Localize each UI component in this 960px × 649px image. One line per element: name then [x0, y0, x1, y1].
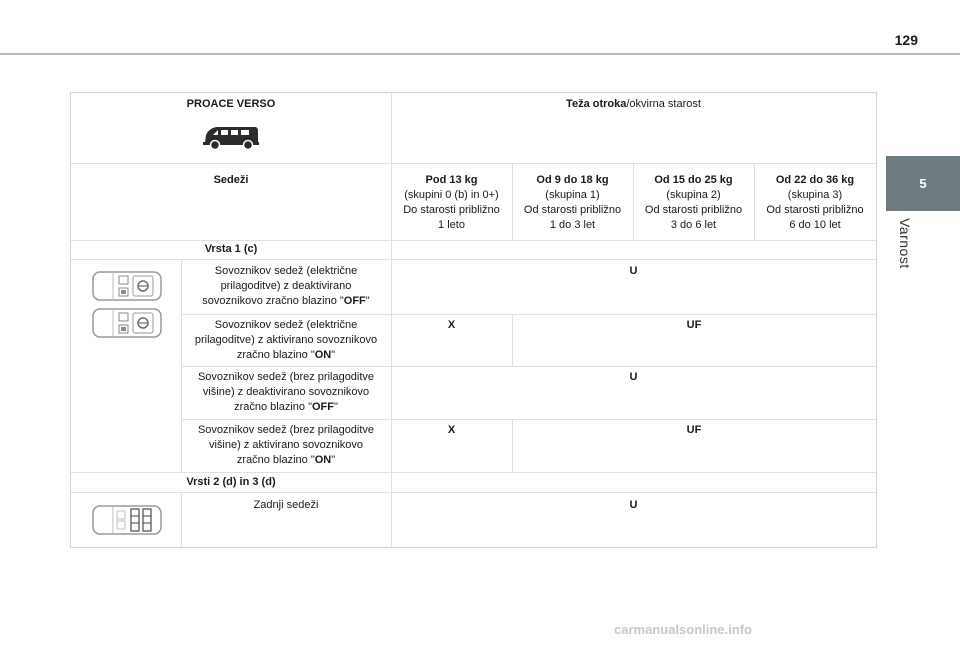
- airbag-state: ON: [314, 349, 332, 361]
- suitability-value: X: [447, 424, 456, 436]
- seat-description: [181, 423, 391, 468]
- seat-description-line: Sovoznikov sedež (brez prilagoditve: [197, 424, 375, 436]
- row-divider: [71, 240, 876, 241]
- row-divider: [71, 472, 876, 473]
- group-age: Do starosti približno: [403, 204, 500, 216]
- row-divider: [71, 492, 876, 493]
- suitability-value: U: [629, 499, 638, 511]
- rear-seats-icon: [91, 503, 163, 542]
- group-name: (skupina 1): [545, 189, 600, 201]
- van-side-icon: [201, 123, 261, 156]
- weight-heading-bold: Teža otroka: [566, 98, 627, 110]
- header-rule: [0, 53, 960, 55]
- watermark: carmanualsonline.info: [614, 622, 752, 637]
- child-seat-table: [70, 92, 877, 548]
- row-divider: [181, 366, 876, 367]
- row-divider: [181, 419, 876, 420]
- group-age: Od starosti približno: [644, 204, 743, 216]
- model-heading: PROACE VERSO: [186, 98, 276, 110]
- suitability-value: U: [629, 265, 638, 277]
- group-column: [633, 173, 754, 233]
- chapter-tab[interactable]: 5: [886, 156, 960, 211]
- airbag-text: ": [365, 295, 370, 307]
- seat-description: [181, 264, 391, 309]
- weight-heading: [391, 97, 876, 112]
- row23-heading: Vrsti 2 (d) in 3 (d): [186, 476, 276, 488]
- row1-heading: Vrsta 1 (c): [204, 243, 258, 255]
- rear-seats-label: Zadnji sedeži: [253, 499, 319, 511]
- group-age: 1 do 3 let: [549, 219, 596, 231]
- group-weight: Pod 13 kg: [425, 174, 478, 186]
- group-weight: Od 22 do 36 kg: [775, 174, 855, 186]
- group-age: Od starosti približno: [766, 204, 864, 216]
- group-age: 1 leto: [438, 219, 465, 231]
- group-age: 3 do 6 let: [670, 219, 717, 231]
- weight-heading-rest: /okvirna starost: [626, 98, 701, 110]
- suitability-value: U: [629, 371, 638, 383]
- suitability-value: X: [447, 319, 456, 331]
- seat-description: [181, 318, 391, 363]
- group-name: (skupina 2): [666, 189, 721, 201]
- seat-description-line: Sovoznikov sedež (električne: [214, 265, 358, 277]
- suitability-value: UF: [686, 319, 702, 331]
- group-column: [391, 173, 512, 233]
- seat-description-line: prilagoditve) z aktivirano sovoznikovo: [194, 334, 378, 346]
- airbag-state: ON: [314, 454, 332, 466]
- group-age: Od starosti približno: [523, 204, 622, 216]
- airbag-state: OFF: [312, 401, 334, 413]
- seats-heading: Sedeži: [213, 174, 249, 186]
- airbag-text: sovoznikovo zračno blazino ": [202, 295, 344, 307]
- seat-description-line: Sovoznikov sedež (brez prilagoditve: [197, 371, 375, 383]
- seat-description-line: [181, 453, 391, 468]
- page-number: 129: [894, 32, 918, 48]
- seat-description-line: [181, 348, 391, 363]
- airbag-state: OFF: [343, 295, 366, 307]
- group-name: (skupini 0 (b) in 0+): [404, 189, 499, 201]
- group-name: (skupina 3): [787, 189, 843, 201]
- seat-description-line: višine) z deaktivirano sovoznikovo: [202, 386, 370, 398]
- group-column: [754, 173, 876, 233]
- group-age: 6 do 10 let: [789, 219, 841, 231]
- airbag-text: ": [331, 349, 336, 361]
- seat-description-line: Sovoznikov sedež (električne: [214, 319, 358, 331]
- seat-description: [181, 370, 391, 415]
- seat-description-line: [181, 294, 391, 309]
- row-divider: [71, 163, 876, 164]
- row-divider: [71, 259, 876, 260]
- seat-description-line: [181, 400, 391, 415]
- airbag-text: zračno blazino ": [234, 401, 312, 413]
- group-weight: Od 9 do 18 kg: [536, 174, 609, 186]
- seat-description-line: višine) z aktivirano sovoznikovo: [208, 439, 364, 451]
- group-column: [512, 173, 633, 233]
- row-divider: [181, 314, 876, 315]
- airbag-text: zračno blazino ": [236, 349, 315, 361]
- group-weight: Od 15 do 25 kg: [654, 174, 733, 186]
- airbag-text: zračno blazino ": [236, 454, 315, 466]
- suitability-value: UF: [686, 424, 702, 436]
- front-passenger-seat-icon: [91, 306, 163, 345]
- seat-description-line: prilagoditve) z deaktivirano: [220, 280, 352, 292]
- airbag-text: ": [334, 401, 338, 413]
- airbag-text: ": [331, 454, 336, 466]
- chapter-title: Varnost: [897, 218, 913, 269]
- front-passenger-seat-icon: [91, 269, 163, 308]
